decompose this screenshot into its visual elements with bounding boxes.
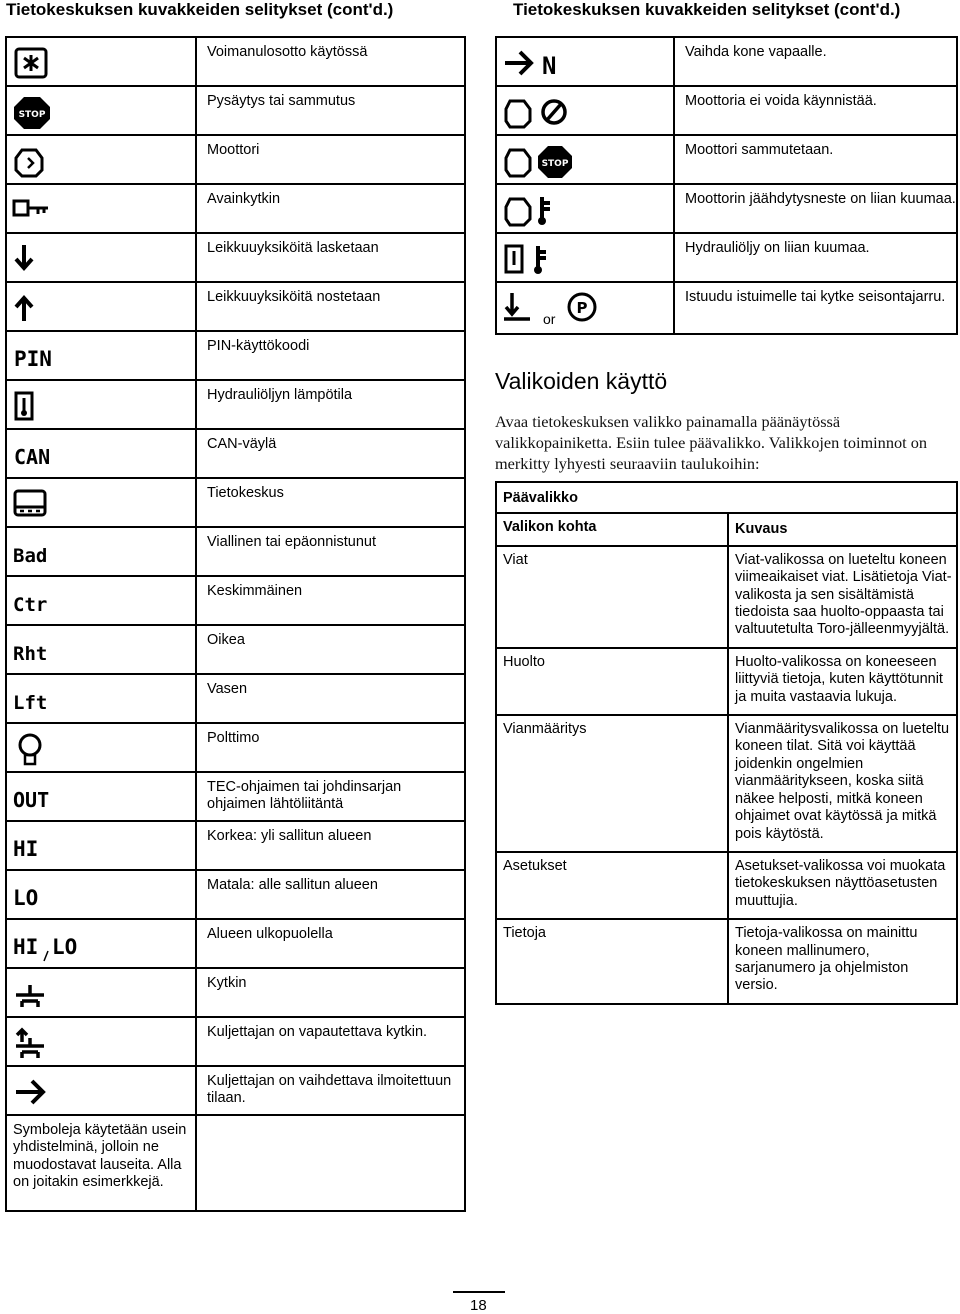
- combination-text: Istuudu istuimelle tai kytke seisontajarru.: [674, 282, 957, 334]
- svg-text:Ctr: Ctr: [13, 594, 48, 616]
- table-row: [496, 852, 957, 919]
- right-icon: [12, 634, 52, 668]
- legend-text: Oikea: [196, 625, 465, 674]
- engine-no-start-icon: [502, 95, 582, 129]
- svg-text:LO: LO: [52, 935, 78, 959]
- table-row: [496, 648, 957, 715]
- col-header-desc: Kuvaus: [728, 513, 957, 545]
- combination-note: Symboleja käytetään usein yhdistelminä, jolloin ne muodostavat lauseita. Alla on joitakin esimerkkejä.: [6, 1115, 196, 1211]
- legend-text: Voimanulosotto käytössä: [196, 37, 465, 86]
- section-intro: Avaa tietokeskuksen valikko painamalla päänäytössä valikkopainiketta. Esiin tulee päävalikko. Valikkojen toiminnot on merkitty lyhyesti seuraaviin taulukoihin:: [495, 412, 927, 473]
- legend-text: Polttimo: [196, 723, 465, 772]
- combination-text: Moottorin jäähdytysneste on liian kuumaa.: [674, 184, 957, 233]
- svg-text:HI: HI: [13, 837, 39, 861]
- page-header-left: Tietokeskuksen kuvakkeiden selitykset (cont'd.): [6, 0, 394, 19]
- switch-icon: [12, 977, 52, 1011]
- legend-text: CAN-väylä: [196, 429, 465, 478]
- legend-text: Kuljettajan on vapautettava kytkin.: [196, 1017, 465, 1066]
- center-icon: [12, 585, 52, 619]
- arrow-down-icon: [12, 242, 52, 276]
- main-menu-table: [495, 481, 958, 1005]
- legend-text: Matala: alle sallitun alueen: [196, 870, 465, 919]
- menu-item-desc: Viat-valikossa on lueteltu koneen viimeaikaiset viat. Lisätietoja Viat-valikosta ja sen sisältämistä tiedoista saa huolto-oppaasta tai valtuutetulta Toro-jälleenmyyjältä.: [728, 546, 957, 648]
- out-icon: [12, 781, 52, 815]
- arrow-up-icon: [12, 291, 52, 325]
- legend-text: Kuljettajan on vaihdettava ilmoitettuun tilaan.: [196, 1066, 465, 1115]
- legend-text: Kytkin: [196, 968, 465, 1017]
- stop-icon: [12, 95, 52, 129]
- hydraulic-temp-icon: [12, 389, 52, 423]
- legend-text: Moottori: [196, 135, 465, 184]
- svg-text:P: P: [576, 299, 588, 317]
- svg-text:PIN: PIN: [14, 347, 52, 371]
- svg-text:HI: HI: [13, 935, 39, 959]
- pto-icon: [12, 46, 52, 80]
- menu-item-desc: Asetukset-valikossa voi muokata tietokeskuksen näyttöasetusten muuttujia.: [728, 852, 957, 919]
- combination-text: Vaihda kone vapaalle.: [674, 37, 957, 86]
- infocenter-icon: [12, 487, 52, 521]
- lo-icon: [12, 879, 52, 913]
- page-number: 18: [470, 1297, 487, 1314]
- table-row: [496, 919, 957, 1004]
- legend-text: Leikkuuyksiköitä nostetaan: [196, 282, 465, 331]
- legend-text: Alueen ulkopuolella: [196, 919, 465, 968]
- menu-item-desc: Tietoja-valikossa on mainittu koneen mallinumero, sarjanumero ja ohjelmiston versio.: [728, 919, 957, 1004]
- bad-icon: [12, 536, 52, 570]
- legend-text: Leikkuuyksiköitä lasketaan: [196, 233, 465, 282]
- legend-text: Tietokeskus: [196, 478, 465, 527]
- table-row: [496, 546, 957, 648]
- hi-icon: [12, 830, 52, 864]
- change-state-icon: [12, 1075, 52, 1109]
- coolant-hot-icon: [502, 193, 582, 227]
- left-icon: [12, 683, 52, 717]
- combination-text: Moottoria ei voida käynnistää.: [674, 86, 957, 135]
- legend-text: Pysäytys tai sammutus: [196, 86, 465, 135]
- svg-text:CAN: CAN: [14, 445, 51, 469]
- legend-text: Keskimmäinen: [196, 576, 465, 625]
- svg-text:Rht: Rht: [13, 643, 48, 665]
- combination-text: Moottori sammutetaan.: [674, 135, 957, 184]
- menu-item-desc: Vianmääritysvalikossa on lueteltu koneen tilat. Sitä voi käyttää joidenkin ongelmien vianmääritykseen, koska siitä näkee helposti, mitkä koneen ohjaimet ovat käytössä ja mitkä pois käytöstä.: [728, 715, 957, 852]
- legend-text: TEC-ohjaimen tai johdinsarjan ohjaimen lähtöliitäntä: [196, 772, 465, 821]
- col-header-item: Valikon kohta: [496, 513, 728, 545]
- or-label: or: [543, 311, 556, 327]
- table-row: [496, 715, 957, 852]
- can-icon: [12, 438, 52, 472]
- menu-item-name: Tietoja: [496, 919, 728, 1004]
- engine-stop-icon: [502, 144, 582, 178]
- bulb-icon: [12, 732, 52, 766]
- hi-lo-icon: [12, 928, 92, 962]
- menu-item-name: Vianmääritys: [496, 715, 728, 852]
- page-header-right: Tietokeskuksen kuvakkeiden selitykset (cont'd.): [513, 0, 901, 19]
- shift-neutral-icon: [502, 46, 582, 80]
- hydraulic-hot-icon: [502, 242, 582, 276]
- combination-text: Hydrauliöljy on liian kuumaa.: [674, 233, 957, 282]
- svg-text:OUT: OUT: [13, 788, 50, 812]
- menu-table-caption: Päävalikko: [496, 482, 957, 513]
- engine-icon: [12, 144, 52, 178]
- section-title: Valikoiden käyttö: [495, 368, 668, 394]
- menu-item-desc: Huolto-valikossa on koneeseen liittyviä tietoja, kuten käyttötunnit ja muita vastaavia lukuja.: [728, 648, 957, 715]
- svg-text:STOP: STOP: [18, 110, 46, 120]
- legend-text: Viallinen tai epäonnistunut: [196, 527, 465, 576]
- svg-text:Lft: Lft: [13, 692, 48, 714]
- svg-text:N: N: [542, 52, 557, 80]
- svg-text:LO: LO: [13, 886, 39, 910]
- svg-text:STOP: STOP: [541, 159, 569, 169]
- icon-legend-table: [5, 36, 466, 1212]
- key-icon: [12, 193, 52, 227]
- menu-item-name: Asetukset: [496, 852, 728, 919]
- svg-text:Bad: Bad: [13, 545, 48, 567]
- pin-icon: [12, 340, 52, 374]
- menu-item-name: Huolto: [496, 648, 728, 715]
- menu-item-name: Viat: [496, 546, 728, 648]
- legend-text: Vasen: [196, 674, 465, 723]
- legend-text: PIN-käyttökoodi: [196, 331, 465, 380]
- legend-text: Hydrauliöljyn lämpötila: [196, 380, 465, 429]
- legend-text: Korkea: yli sallitun alueen: [196, 821, 465, 870]
- page-number-rule: [453, 1291, 505, 1293]
- release-switch-icon: [12, 1026, 52, 1060]
- legend-text: Avainkytkin: [196, 184, 465, 233]
- icon-combination-table: [495, 36, 958, 335]
